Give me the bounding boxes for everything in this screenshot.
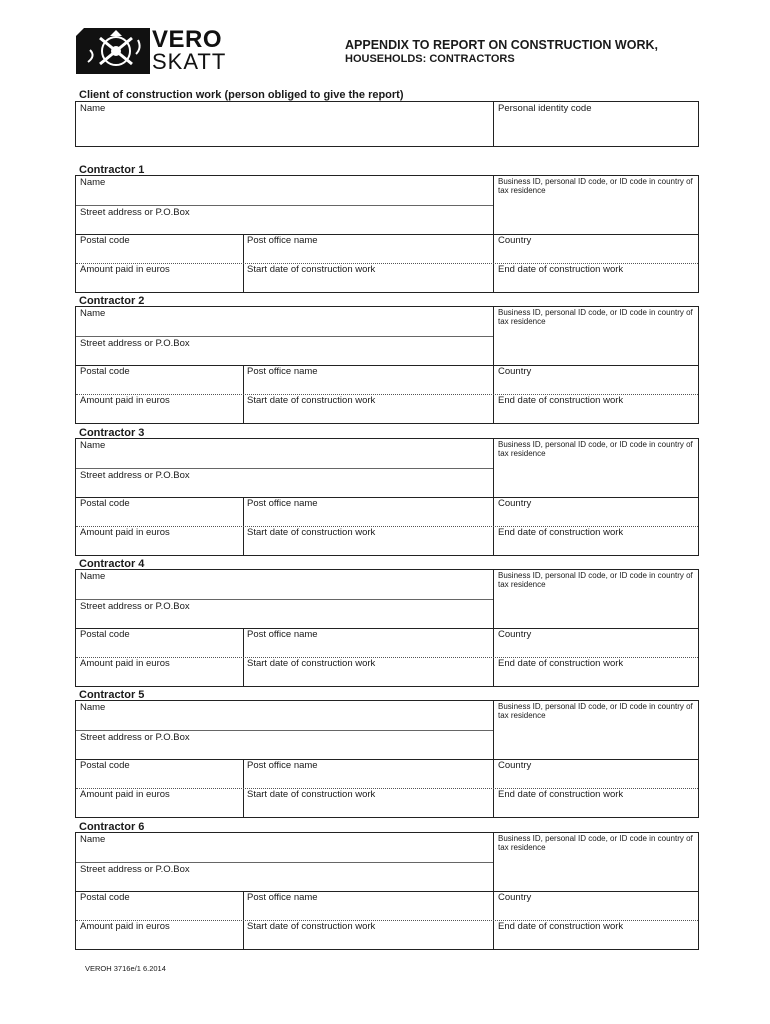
- contractor-1-postal-code-label: Postal code: [80, 235, 130, 246]
- contractor-2-business-id-label: Business ID, personal ID code, or ID code in country of tax residence: [498, 308, 693, 326]
- contractor-3-title: Contractor 3: [79, 427, 145, 439]
- contractor-4-name-field[interactable]: [76, 570, 493, 599]
- contractor-5-street-field[interactable]: [76, 731, 493, 759]
- contractor-2-post-office-field[interactable]: [244, 366, 493, 394]
- contractor-5-start-date-label: Start date of construction work: [247, 789, 376, 800]
- contractor-1-business-id-label: Business ID, personal ID code, or ID code in country of tax residence: [498, 177, 693, 195]
- contractor-3-end-date-label: End date of construction work: [498, 527, 624, 538]
- contractor-6-postal-code-label: Postal code: [80, 892, 130, 903]
- page-title: APPENDIX TO REPORT ON CONSTRUCTION WORK,: [345, 38, 658, 52]
- contractor-2-end-date-label: End date of construction work: [498, 395, 624, 406]
- contractor-4-business-id-label: Business ID, personal ID code, or ID code in country of tax residence: [498, 571, 693, 589]
- contractor-1-title: Contractor 1: [79, 164, 145, 176]
- contractor-5-end-date-label: End date of construction work: [498, 789, 624, 800]
- contractor-1-name-field[interactable]: [76, 176, 493, 205]
- contractor-5-postal-code-field[interactable]: [76, 760, 243, 788]
- contractor-6-post-office-field[interactable]: [244, 892, 493, 920]
- contractor-3-business-id-label: Business ID, personal ID code, or ID code in country of tax residence: [498, 440, 693, 458]
- client-name-field[interactable]: [76, 102, 493, 146]
- logo-word-vero: VERO: [152, 26, 223, 53]
- contractor-1-amount-field[interactable]: [76, 264, 243, 292]
- contractor-2-country-label: Country: [498, 366, 532, 377]
- contractor-4-start-date-field[interactable]: [244, 658, 493, 686]
- contractor-4-post-office-field[interactable]: [244, 629, 493, 657]
- contractor-6-end-date-label: End date of construction work: [498, 921, 624, 932]
- page-subtitle: HOUSEHOLDS: CONTRACTORS: [345, 53, 515, 65]
- contractor-1-business-id-field[interactable]: [494, 176, 698, 234]
- contractor-3-country-label: Country: [498, 498, 532, 509]
- contractor-5-business-id-field[interactable]: [494, 701, 698, 759]
- contractor-4-country-label: Country: [498, 629, 532, 640]
- contractor-6-postal-code-field[interactable]: [76, 892, 243, 920]
- contractor-1-post-office-label: Post office name: [247, 235, 318, 246]
- contractor-4-amount-field[interactable]: [76, 658, 243, 686]
- contractor-5-street-label: Street address or P.O.Box: [80, 732, 190, 743]
- contractor-4-box: [75, 569, 699, 687]
- contractor-1-box: [75, 175, 699, 293]
- contractor-4-postal-code-field[interactable]: [76, 629, 243, 657]
- contractor-5-start-date-field[interactable]: [244, 789, 493, 817]
- contractor-6-title: Contractor 6: [79, 821, 145, 833]
- contractor-2-amount-label: Amount paid in euros: [80, 395, 170, 406]
- contractor-3-post-office-field[interactable]: [244, 498, 493, 526]
- contractor-6-post-office-label: Post office name: [247, 892, 318, 903]
- contractor-1-start-date-field[interactable]: [244, 264, 493, 292]
- contractor-3-start-date-label: Start date of construction work: [247, 527, 376, 538]
- contractor-2-end-date-field[interactable]: [494, 395, 698, 423]
- contractor-2-business-id-field[interactable]: [494, 307, 698, 365]
- client-box: [75, 101, 699, 147]
- contractor-1-end-date-label: End date of construction work: [498, 264, 624, 275]
- contractor-4-post-office-label: Post office name: [247, 629, 318, 640]
- contractor-5-box: [75, 700, 699, 818]
- contractor-2-start-date-label: Start date of construction work: [247, 395, 376, 406]
- contractor-2-name-field[interactable]: [76, 307, 493, 336]
- contractor-4-street-label: Street address or P.O.Box: [80, 601, 190, 612]
- contractor-6-end-date-field[interactable]: [494, 921, 698, 949]
- contractor-3-postal-code-field[interactable]: [76, 498, 243, 526]
- contractor-4-start-date-label: Start date of construction work: [247, 658, 376, 669]
- contractor-6-amount-label: Amount paid in euros: [80, 921, 170, 932]
- contractor-1-street-field[interactable]: [76, 206, 493, 234]
- contractor-2-name-label: Name: [80, 308, 106, 319]
- contractor-5-country-label: Country: [498, 760, 532, 771]
- contractor-2-postal-code-label: Postal code: [80, 366, 130, 377]
- contractor-6-country-field[interactable]: [494, 892, 698, 920]
- contractor-5-business-id-label: Business ID, personal ID code, or ID code in country of tax residence: [498, 702, 693, 720]
- contractor-6-business-id-label: Business ID, personal ID code, or ID code in country of tax residence: [498, 834, 693, 852]
- contractor-4-country-field[interactable]: [494, 629, 698, 657]
- contractor-1-name-label: Name: [80, 177, 106, 188]
- client-id-field[interactable]: [494, 102, 698, 146]
- contractor-5-name-label: Name: [80, 702, 106, 713]
- contractor-3-name-field[interactable]: [76, 439, 493, 468]
- contractor-1-postal-code-field[interactable]: [76, 235, 243, 263]
- contractor-3-country-field[interactable]: [494, 498, 698, 526]
- contractor-1-country-field[interactable]: [494, 235, 698, 263]
- contractor-5-amount-field[interactable]: [76, 789, 243, 817]
- contractor-1-country-label: Country: [498, 235, 532, 246]
- contractor-2-amount-field[interactable]: [76, 395, 243, 423]
- contractor-5-post-office-field[interactable]: [244, 760, 493, 788]
- contractor-5-amount-label: Amount paid in euros: [80, 789, 170, 800]
- coat-of-arms-icon: [76, 28, 150, 74]
- contractor-6-street-field[interactable]: [76, 863, 493, 891]
- contractor-3-start-date-field[interactable]: [244, 527, 493, 555]
- contractor-5-name-field[interactable]: [76, 701, 493, 730]
- contractor-6-start-date-field[interactable]: [244, 921, 493, 949]
- contractor-2-postal-code-field[interactable]: [76, 366, 243, 394]
- contractor-3-box: [75, 438, 699, 556]
- contractor-4-end-date-label: End date of construction work: [498, 658, 624, 669]
- contractor-6-business-id-field[interactable]: [494, 833, 698, 891]
- contractor-5-title: Contractor 5: [79, 689, 145, 701]
- contractor-2-country-field[interactable]: [494, 366, 698, 394]
- contractor-4-end-date-field[interactable]: [494, 658, 698, 686]
- client-name-label: Name: [80, 103, 106, 114]
- contractor-1-start-date-label: Start date of construction work: [247, 264, 376, 275]
- contractor-5-post-office-label: Post office name: [247, 760, 318, 771]
- contractor-4-title: Contractor 4: [79, 558, 145, 570]
- contractor-1-street-label: Street address or P.O.Box: [80, 207, 190, 218]
- contractor-4-amount-label: Amount paid in euros: [80, 658, 170, 669]
- client-id-label: Personal identity code: [498, 103, 592, 114]
- contractor-6-name-label: Name: [80, 834, 106, 845]
- contractor-2-start-date-field[interactable]: [244, 395, 493, 423]
- contractor-6-name-field[interactable]: [76, 833, 493, 862]
- contractor-3-business-id-field[interactable]: [494, 439, 698, 497]
- contractor-2-title: Contractor 2: [79, 295, 145, 307]
- contractor-3-end-date-field[interactable]: [494, 527, 698, 555]
- contractor-5-end-date-field[interactable]: [494, 789, 698, 817]
- contractor-3-amount-label: Amount paid in euros: [80, 527, 170, 538]
- contractor-5-country-field[interactable]: [494, 760, 698, 788]
- contractor-6-box: [75, 832, 699, 950]
- contractor-2-street-label: Street address or P.O.Box: [80, 338, 190, 349]
- logo-word-skatt: SKATT: [152, 49, 227, 74]
- contractor-6-amount-field[interactable]: [76, 921, 243, 949]
- contractor-3-street-label: Street address or P.O.Box: [80, 470, 190, 481]
- contractor-5-postal-code-label: Postal code: [80, 760, 130, 771]
- client-section-title: Client of construction work (person obliged to give the report): [79, 89, 404, 101]
- contractor-6-start-date-label: Start date of construction work: [247, 921, 376, 932]
- form-code: VEROH 3716e/1 6.2014: [85, 964, 166, 973]
- contractor-4-street-field[interactable]: [76, 600, 493, 628]
- contractor-3-street-field[interactable]: [76, 469, 493, 497]
- contractor-6-street-label: Street address or P.O.Box: [80, 864, 190, 875]
- contractor-3-postal-code-label: Postal code: [80, 498, 130, 509]
- contractor-4-business-id-field[interactable]: [494, 570, 698, 628]
- contractor-3-post-office-label: Post office name: [247, 498, 318, 509]
- contractor-6-country-label: Country: [498, 892, 532, 903]
- contractor-1-end-date-field[interactable]: [494, 264, 698, 292]
- contractor-3-name-label: Name: [80, 440, 106, 451]
- contractor-2-box: [75, 306, 699, 424]
- contractor-2-post-office-label: Post office name: [247, 366, 318, 377]
- vero-skatt-logo: [76, 26, 227, 74]
- contractor-4-name-label: Name: [80, 571, 106, 582]
- contractor-3-amount-field[interactable]: [76, 527, 243, 555]
- contractor-4-postal-code-label: Postal code: [80, 629, 130, 640]
- contractor-1-amount-label: Amount paid in euros: [80, 264, 170, 275]
- contractor-1-post-office-field[interactable]: [244, 235, 493, 263]
- contractor-2-street-field[interactable]: [76, 337, 493, 365]
